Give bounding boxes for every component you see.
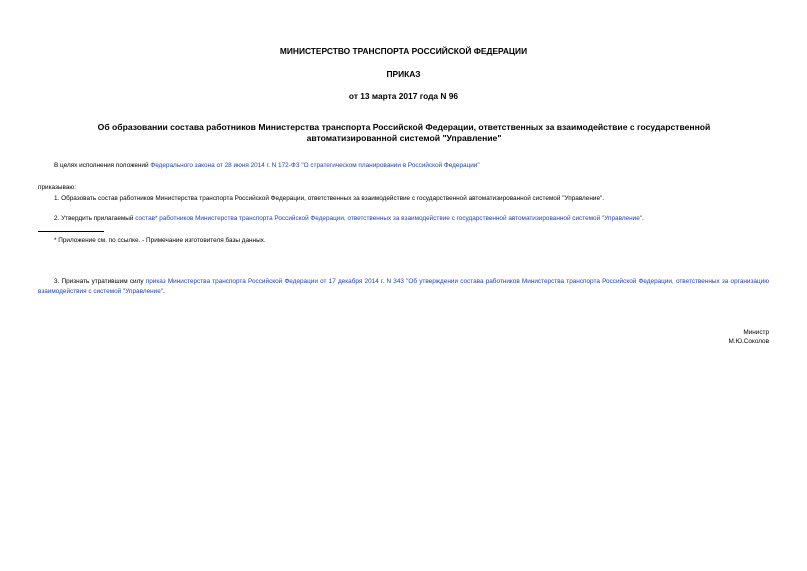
signer-title: Министр (743, 329, 769, 336)
item-2 (54, 214, 644, 223)
federal-law-link[interactable]: Федерального закона от 28 июня 2014 г. N 172-ФЗ "О стратегическом планировании в Российской Федерации" (150, 162, 480, 169)
footnote: * Приложение см. по ссылке. - Примечание изготовителя базы данных. (54, 237, 266, 244)
item-2-text: 2. Утвердить прилагаемый (54, 215, 136, 222)
item-2-end: . (642, 215, 644, 222)
doc-type-heading: ПРИКАЗ (386, 69, 421, 79)
footnote-divider (38, 231, 104, 232)
intro-text: В целях исполнения положений (54, 162, 151, 169)
signature-block (728, 328, 769, 346)
intro-paragraph (54, 161, 480, 170)
subject-line-1: Об образовании состава работников Министерства транспорта Российской Федерации, ответственных за взаимодействие с государственной (97, 122, 711, 132)
staff-composition-link[interactable]: состав* работников Министерства транспорта Российской Федерации, ответственных за взаимодействие с государственной автоматизированной системой "Управление" (135, 215, 643, 222)
ministry-heading: МИНИСТЕРСТВО ТРАНСПОРТА РОССИЙСКОЙ ФЕДЕРАЦИИ (279, 46, 528, 56)
item-3-text: 3. Признать утратившим силу (54, 278, 146, 285)
date-line: от 13 марта 2017 года N 96 (348, 91, 459, 101)
item-1: 1. Образовать состав работников Министерства транспорта Российской Федерации, ответственных за взаимодействие с государственной автоматизированной системой "Управление". (54, 195, 605, 202)
order-word: приказываю: (38, 184, 76, 191)
item-3-end: . (163, 288, 165, 295)
subject-line-2: автоматизированной системой "Управление" (306, 133, 502, 143)
repealed-order-link[interactable]: приказ Министерства транспорта Российской Федерации от 17 декабря 2014 г. N 343 "Об утверждении состава работников Министерства транспорта Российской Федерации, ответственных за организацию взаимодействия с системой "Управление" (38, 278, 769, 295)
item-3 (38, 277, 769, 297)
document-subject (60, 122, 748, 144)
signer-name: М.Ю.Соколов (728, 338, 769, 345)
